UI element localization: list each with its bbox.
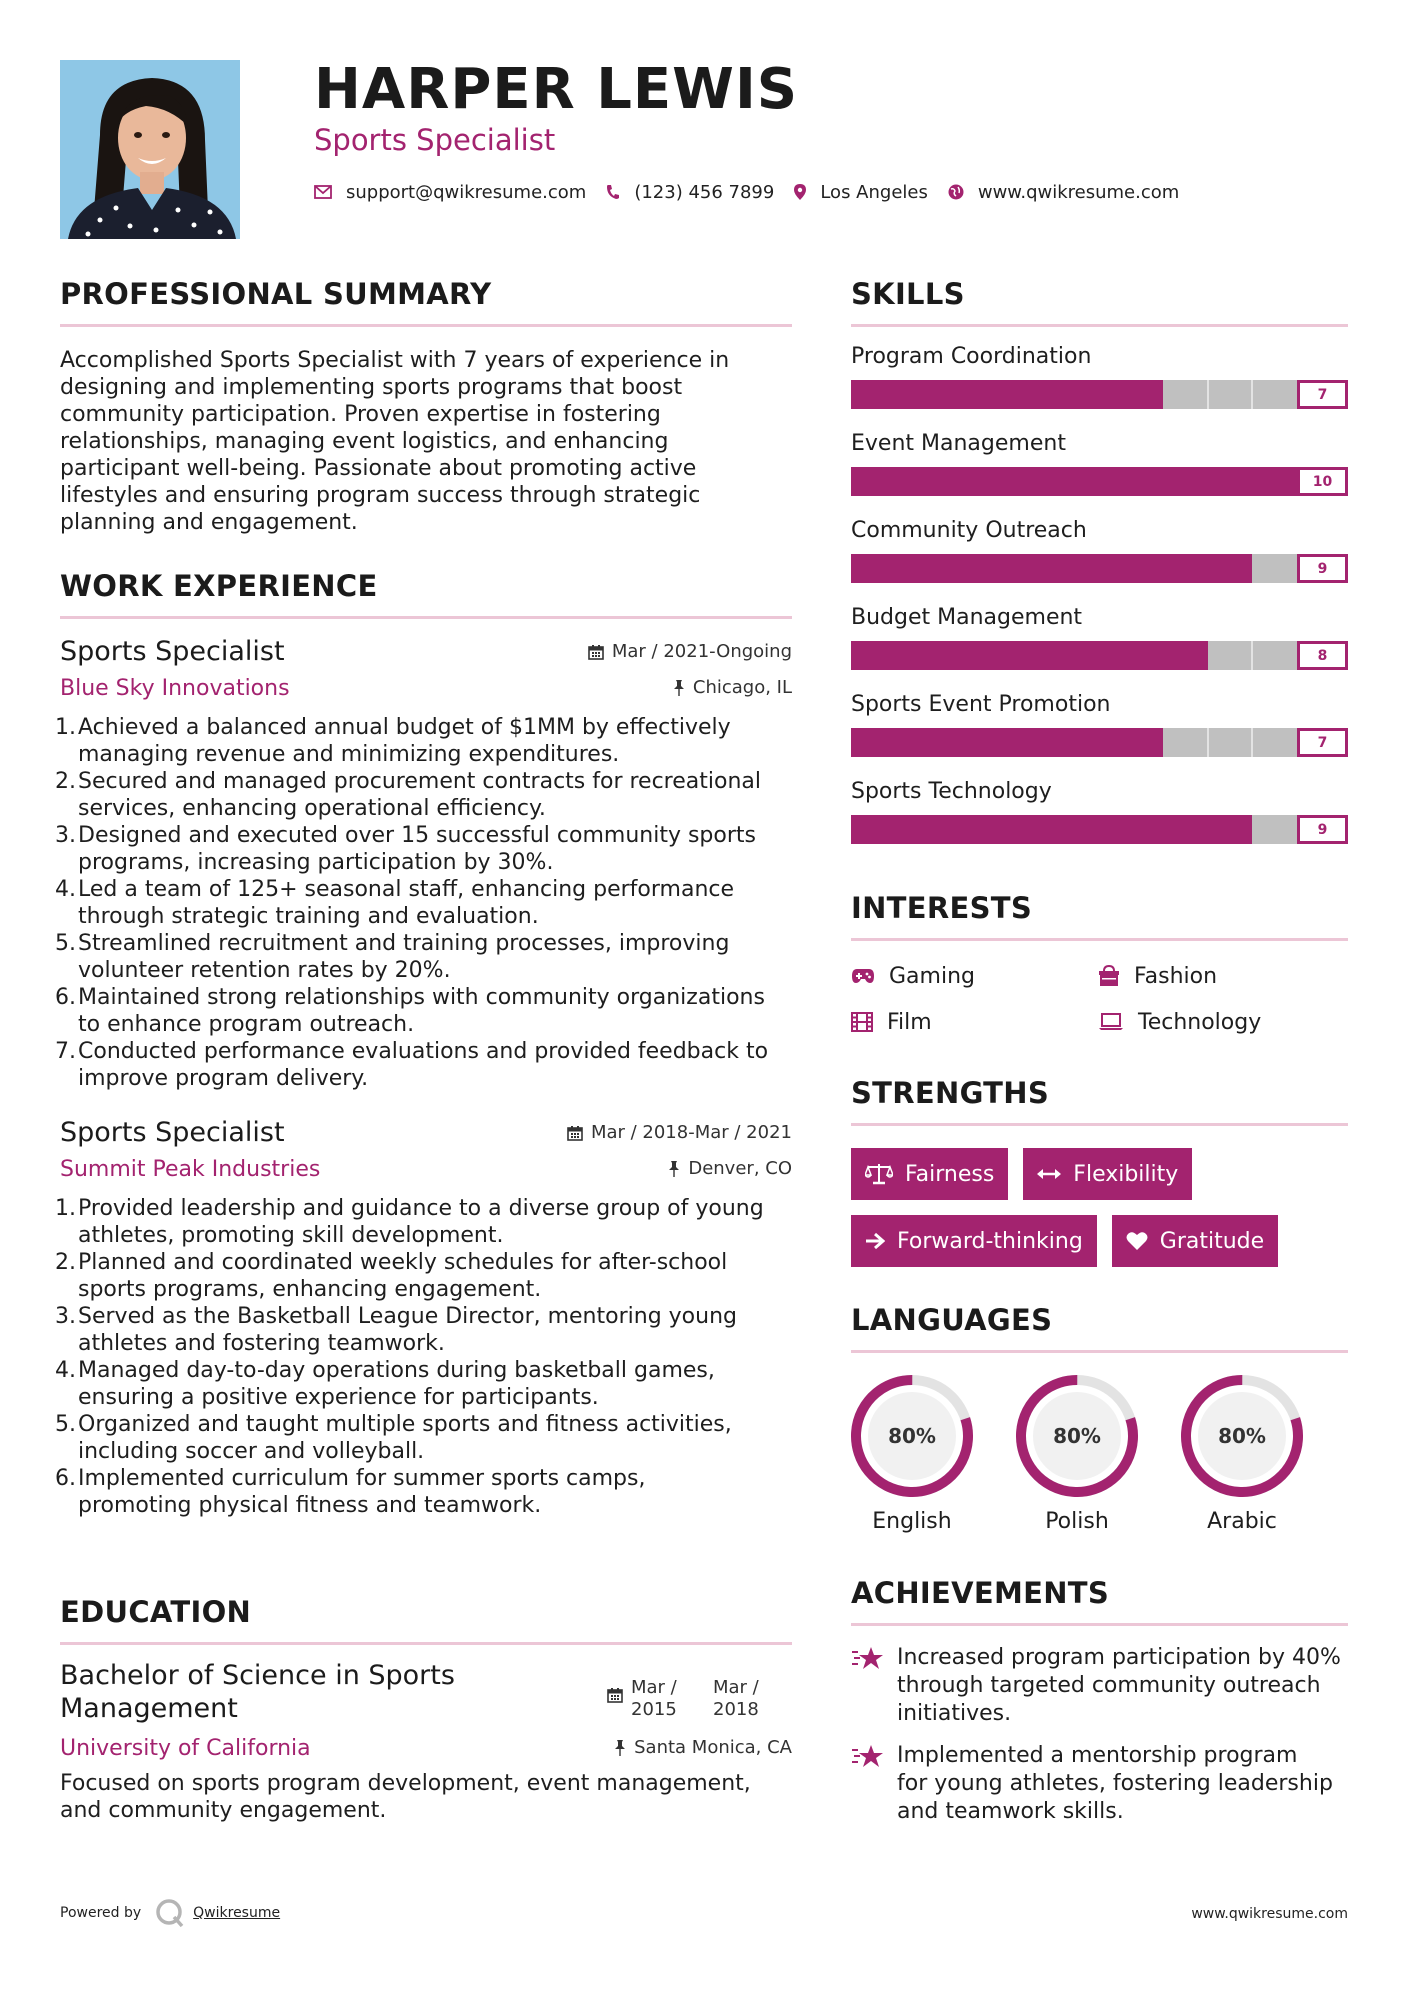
language-gauge	[851, 1375, 973, 1497]
section-divider	[851, 324, 1348, 327]
language-name: Arabic	[1207, 1509, 1277, 1534]
languages-section	[851, 1302, 1348, 1534]
language-name: English	[872, 1509, 952, 1534]
skill-name: Program Coordination	[851, 344, 1092, 369]
star-badge-icon	[851, 1742, 885, 1770]
job-company: Blue Sky Innovations	[60, 676, 290, 701]
strengths-section	[851, 1075, 1348, 1282]
section-title: PROFESSIONAL SUMMARY	[60, 277, 492, 311]
skill-bar-fill	[851, 380, 1163, 409]
location-text: Los Angeles	[820, 181, 928, 203]
professional-summary-section	[60, 276, 792, 536]
interest-label: Gaming	[889, 963, 975, 989]
skill-bar	[851, 815, 1348, 844]
education-description: Focused on sports program development, event management, and community engagement.	[60, 1771, 751, 1823]
skill-item	[851, 343, 1348, 430]
achievement-text: Implemented a mentorship program for young athletes, fostering leadership and teamwork skills.	[897, 1743, 1333, 1824]
qwikresume-logo-icon	[155, 1898, 185, 1928]
summary-line: community participation. Proven expertise in fostering	[60, 402, 661, 427]
section-divider	[60, 324, 792, 327]
brand-link[interactable]: Qwikresume	[193, 1905, 281, 1921]
contact-phone[interactable]	[606, 182, 774, 203]
summary-line: lifestyles and ensuring program success through strategic	[60, 483, 701, 508]
job-location-text: Chicago, IL	[692, 677, 792, 698]
strength-label: Flexibility	[1073, 1161, 1179, 1187]
skill-level: 7	[1297, 728, 1348, 757]
footer-website[interactable]: www.qwikresume.com	[1191, 1906, 1348, 1922]
skill-item	[851, 517, 1348, 604]
profile-photo	[60, 60, 240, 239]
interest-label: Film	[887, 1009, 932, 1035]
job-date-text: Mar / 2021-Ongoing	[611, 641, 792, 662]
section-divider	[60, 1642, 792, 1645]
skill-bar-segment-divider	[1207, 380, 1209, 409]
interests-list	[851, 961, 1348, 1037]
job-entry	[55, 635, 792, 1092]
gamepad-icon	[851, 968, 875, 984]
list-item: 6. Implemented curriculum for summer sports camps, promoting physical fitness and teamwork.	[55, 1466, 646, 1518]
strength-label: Forward-thinking	[897, 1228, 1083, 1254]
degree-title: Bachelor of Science in Sports Management	[60, 1660, 455, 1724]
list-item: 3. Served as the Basketball League Director, mentoring young athletes and fostering teamwork.	[55, 1304, 737, 1356]
work-experience-section	[55, 568, 792, 1519]
job-date	[567, 1122, 792, 1143]
job-bullets	[55, 1195, 792, 1519]
school-name: University of California	[60, 1736, 311, 1761]
skill-bar	[851, 554, 1348, 583]
start-date: Mar / 2015	[631, 1677, 677, 1720]
section-divider	[851, 938, 1348, 941]
skill-bar-fill	[851, 815, 1252, 844]
list-item: 3. Designed and executed over 15 successful community sports programs, increasing participation by 30%.	[55, 823, 756, 875]
calendar-icon	[588, 644, 604, 660]
language-percent: 80%	[888, 1424, 936, 1448]
list-item: 1. Provided leadership and guidance to a diverse group of young athletes, promoting skill development.	[55, 1196, 764, 1248]
strength-tag	[1023, 1148, 1192, 1200]
skill-level: 7	[1297, 380, 1348, 409]
job-location-text: Denver, CO	[688, 1158, 792, 1179]
job-company: Summit Peak Industries	[60, 1157, 321, 1182]
calendar-icon	[567, 1125, 583, 1141]
pushpin-icon	[668, 1161, 680, 1177]
strength-label: Fairness	[905, 1161, 995, 1187]
skill-bar	[851, 380, 1348, 409]
contact-bar	[314, 178, 1199, 206]
language-name: Polish	[1045, 1509, 1109, 1534]
shopping-bag-icon	[1098, 965, 1120, 987]
skill-bar-fill	[851, 467, 1297, 496]
section-title: SKILLS	[851, 277, 965, 311]
globe-icon	[948, 184, 964, 200]
interest-label: Fashion	[1134, 963, 1218, 989]
summary-line: relationships, managing event logistics, and enhancing	[60, 429, 669, 454]
language-percent: 80%	[1053, 1424, 1101, 1448]
star-badge-icon	[851, 1644, 885, 1672]
skill-bar-segment-divider	[1207, 728, 1209, 757]
interest-item	[1098, 961, 1348, 991]
footer-powered-by	[60, 1898, 280, 1928]
skill-name: Sports Event Promotion	[851, 692, 1111, 717]
language-percent: 80%	[1218, 1424, 1266, 1448]
interests-section	[851, 890, 1348, 1037]
interest-label: Technology	[1138, 1009, 1262, 1035]
pushpin-icon	[673, 680, 685, 696]
achievement-item	[851, 1742, 1348, 1826]
powered-by-text: Powered by	[60, 1905, 142, 1921]
interest-item	[851, 1007, 1098, 1037]
interest-item	[851, 961, 1098, 991]
section-divider	[851, 1350, 1348, 1353]
list-item: 2. Planned and coordinated weekly schedules for after-school sports programs, enhancing engagement.	[55, 1250, 728, 1302]
laptop-icon	[1098, 1013, 1124, 1031]
job-title: Sports Specialist	[60, 1117, 285, 1148]
skill-name: Event Management	[851, 431, 1066, 456]
skills-list	[851, 343, 1348, 865]
list-item: 6. Maintained strong relationships with community organizations to enhance program outreach.	[55, 985, 765, 1037]
section-divider	[60, 616, 792, 619]
skill-level: 10	[1297, 467, 1348, 496]
list-item: 7. Conducted performance evaluations and provided feedback to improve program delivery.	[55, 1039, 769, 1091]
education-location: Santa Monica, CA	[614, 1737, 792, 1758]
section-divider	[851, 1123, 1348, 1126]
section-title: LANGUAGES	[851, 1303, 1053, 1337]
summary-text	[60, 347, 792, 536]
job-location	[668, 1158, 792, 1179]
job-date	[588, 641, 792, 662]
language-item	[851, 1375, 1016, 1534]
languages-list	[851, 1375, 1348, 1534]
summary-line: Accomplished Sports Specialist with 7 years of experience in	[60, 348, 730, 373]
balance-scale-icon	[865, 1163, 893, 1185]
achievement-text: Increased program participation by 40% through targeted community outreach initiatives.	[897, 1645, 1341, 1726]
skill-bar	[851, 728, 1348, 757]
list-item: 1. Achieved a balanced annual budget of $1MM by effectively managing revenue and minimizing expenditures.	[55, 715, 731, 767]
strength-tag	[1112, 1215, 1278, 1267]
skill-name: Community Outreach	[851, 518, 1087, 543]
end-date: Mar / 2018	[713, 1677, 759, 1720]
section-divider	[851, 1623, 1348, 1626]
email-text: support@qwikresume.com	[346, 181, 587, 203]
arrow-right-icon	[865, 1232, 885, 1250]
summary-line: designing and implementing sports programs that boost	[60, 375, 683, 400]
skill-bar	[851, 641, 1348, 670]
language-item	[1181, 1375, 1346, 1534]
skill-item	[851, 691, 1348, 778]
education-section	[60, 1594, 792, 1839]
contact-website[interactable]	[948, 182, 1179, 203]
list-item: 2. Secured and managed procurement contracts for recreational services, enhancing operational efficiency.	[55, 769, 761, 821]
skill-item	[851, 430, 1348, 517]
skill-bar	[851, 467, 1348, 496]
arrows-horizontal-icon	[1037, 1167, 1061, 1181]
skill-level: 8	[1297, 641, 1348, 670]
pushpin-icon	[614, 1740, 626, 1756]
skill-bar-segment-divider	[1251, 380, 1253, 409]
achievement-item	[851, 1644, 1348, 1728]
envelope-icon	[314, 185, 332, 199]
education-entry	[60, 1659, 792, 1839]
calendar-icon	[607, 1687, 623, 1703]
section-title: STRENGTHS	[851, 1076, 1050, 1110]
skill-bar-segment-divider	[1251, 641, 1253, 670]
website-text: www.qwikresume.com	[977, 181, 1180, 203]
language-gauge	[1181, 1375, 1303, 1497]
language-gauge	[1016, 1375, 1138, 1497]
phone-icon	[606, 184, 620, 200]
job-entry	[55, 1116, 792, 1519]
language-item	[1016, 1375, 1181, 1534]
job-bullets	[55, 714, 792, 1092]
phone-text: (123) 456 7899	[634, 181, 775, 203]
strength-tag	[851, 1215, 1097, 1267]
candidate-name: HARPER LEWIS	[314, 57, 799, 122]
job-date-text: Mar / 2018-Mar / 2021	[590, 1122, 792, 1143]
map-pin-icon	[794, 184, 806, 200]
list-item: 4. Led a team of 125+ seasonal staff, enhancing performance through strategic training and evaluation.	[55, 877, 735, 929]
skill-bar-segment-divider	[1251, 728, 1253, 757]
skill-bar-fill	[851, 554, 1252, 583]
candidate-title: Sports Specialist	[314, 123, 556, 157]
list-item: 5. Streamlined recruitment and training processes, improving volunteer retention rates by 20%.	[55, 931, 730, 983]
summary-line: planning and engagement.	[60, 510, 358, 535]
strength-tag	[851, 1148, 1008, 1200]
contact-location	[794, 182, 928, 203]
section-title: EDUCATION	[60, 1595, 252, 1629]
job-location	[673, 677, 792, 698]
skill-name: Sports Technology	[851, 779, 1052, 804]
summary-line: participant well-being. Passionate about promoting active	[60, 456, 697, 481]
skill-bar-fill	[851, 641, 1208, 670]
strength-label: Gratitude	[1159, 1228, 1265, 1254]
film-icon	[851, 1012, 873, 1032]
skill-item	[851, 604, 1348, 691]
achievements-section	[851, 1575, 1348, 1826]
skill-bar-fill	[851, 728, 1163, 757]
skill-level: 9	[1297, 554, 1348, 583]
section-title: ACHIEVEMENTS	[851, 1576, 1110, 1610]
strengths-list	[851, 1148, 1348, 1282]
section-title: WORK EXPERIENCE	[60, 569, 378, 603]
interest-item	[1098, 1007, 1348, 1037]
skill-name: Budget Management	[851, 605, 1083, 630]
list-item: 5. Organized and taught multiple sports and fitness activities, including soccer and volleyball.	[55, 1412, 732, 1464]
education-date	[607, 1677, 759, 1721]
job-title: Sports Specialist	[60, 636, 285, 667]
heart-icon	[1126, 1231, 1148, 1251]
contact-email[interactable]	[314, 182, 586, 203]
skills-section	[851, 276, 1348, 865]
skill-level: 9	[1297, 815, 1348, 844]
list-item: 4. Managed day-to-day operations during basketball games, ensuring a positive experience for participants.	[55, 1358, 715, 1410]
section-title: INTERESTS	[851, 891, 1033, 925]
skill-item	[851, 778, 1348, 865]
